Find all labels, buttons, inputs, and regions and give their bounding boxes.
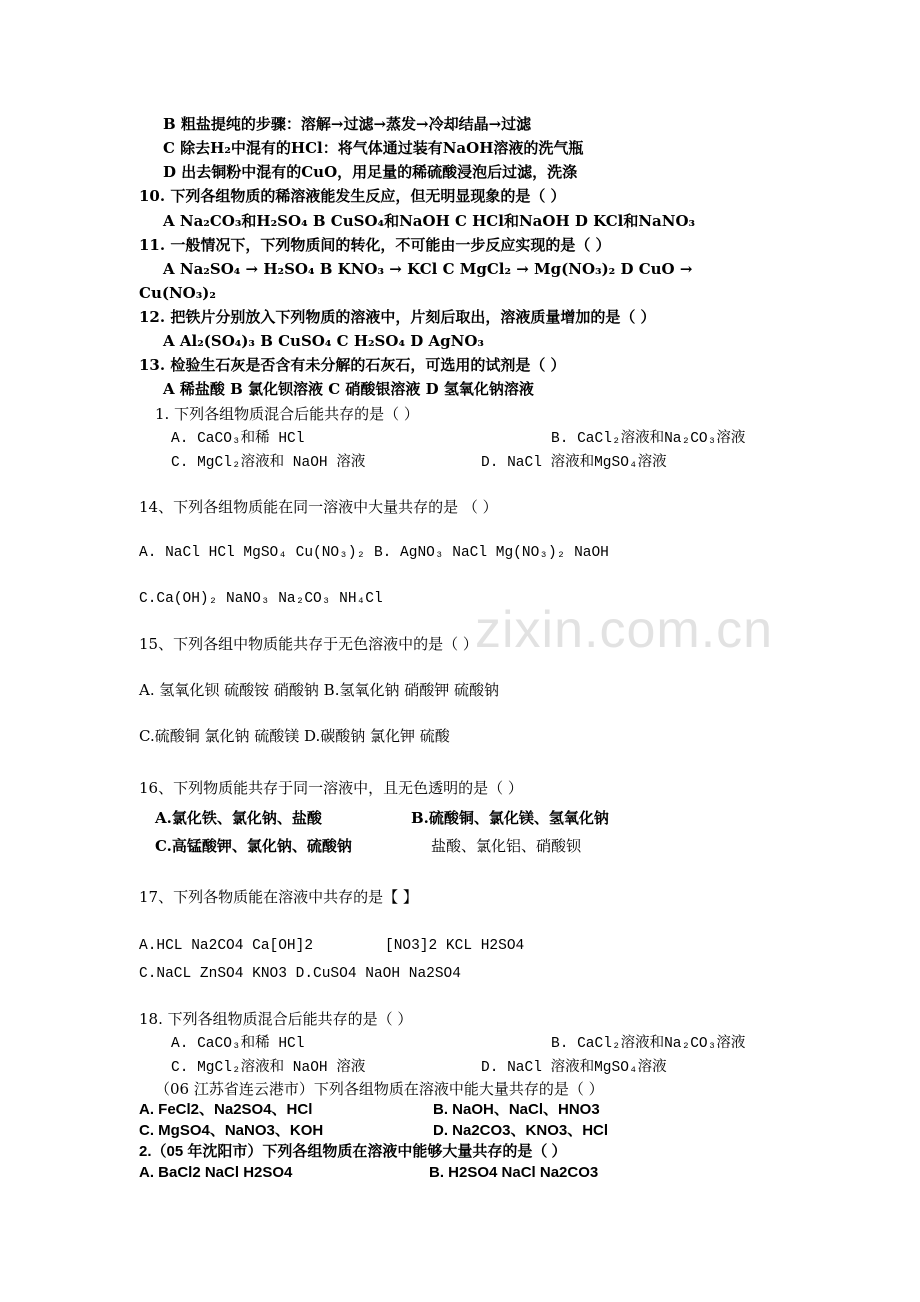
question-17: 17、下列各物质能在溶液中共存的是【 】 <box>139 888 418 906</box>
question-15-options-ab: A. 氢氧化钡 硫酸铵 硝酸钠 B.氢氧化钠 硝酸钾 硫酸钠 <box>139 681 500 699</box>
question-14-options-ab: A. NaCl HCl MgSO₄ Cu(NO₃)₂ B. AgNO₃ NaCl Mg(NO₃)₂ NaOH <box>139 545 609 561</box>
question-1: 1. 下列各组物质混合后能共存的是（ ） <box>155 405 419 423</box>
question-2-option-b: B. H2SO4 NaCl Na2CO3 <box>429 1164 599 1181</box>
question-15: 15、下列各组中物质能共存于无色溶液中的是（ ） <box>139 635 478 653</box>
question-18-option-c: C. MgCl₂溶液和 NaOH 溶液 <box>171 1060 366 1076</box>
question-16-option-b: B.硫酸铜、氯化镁、氢氧化钠 <box>411 809 609 827</box>
question-14: 14、下列各组物质能在同一溶液中大量共存的是 （ ） <box>139 498 498 516</box>
question-18: 18. 下列各组物质混合后能共存的是（ ） <box>139 1010 413 1028</box>
question-2-option-a: A. BaCl2 NaCl H2SO4 <box>139 1164 293 1181</box>
question-10: 10. 下列各组物质的稀溶液能发生反应，但无明显现象的是（ ） <box>139 187 566 205</box>
question-1-option-a: A. CaCO₃和稀 HCl <box>171 431 305 447</box>
question-18-option-d: D. NaCl 溶液和MgSO₄溶液 <box>481 1060 667 1076</box>
question-13: 13. 检验生石灰是否含有未分解的石灰石，可选用的试剂是（ ） <box>139 356 566 374</box>
question-lianyungang-option-c: C. MgSO4、NaNO3、KOH <box>139 1122 324 1139</box>
question-15-options-cd: C.硫酸铜 氯化钠 硫酸镁 D.碳酸钠 氯化钾 硫酸 <box>139 727 450 745</box>
question-17-options-cd: C.NaCL ZnSO4 KNO3 D.CuSO4 NaOH Na2SO4 <box>139 966 461 982</box>
question-1-option-d: D. NaCl 溶液和MgSO₄溶液 <box>481 455 667 471</box>
option-b-line: B 粗盐提纯的步骤：溶解→过滤→蒸发→冷却结晶→过滤 <box>163 115 532 133</box>
question-16-option-c: C.高锰酸钾、氯化钠、硫酸钠 <box>155 837 352 855</box>
question-1-option-b: B. CaCl₂溶液和Na₂CO₃溶液 <box>551 431 746 447</box>
question-16: 16、下列物质能共存于同一溶液中，且无色透明的是（ ） <box>139 779 523 797</box>
question-14-options-c: C.Ca(OH)₂ NaNO₃ Na₂CO₃ NH₄Cl <box>139 591 383 607</box>
option-d-line: D 出去铜粉中混有的CuO，用足量的稀硫酸浸泡后过滤，洗涤 <box>163 163 578 181</box>
question-18-option-b: B. CaCl₂溶液和Na₂CO₃溶液 <box>551 1036 746 1052</box>
question-12: 12. 把铁片分别放入下列物质的溶液中，片刻后取出，溶液质量增加的是（ ） <box>139 308 656 326</box>
question-18-option-a: A. CaCO₃和稀 HCl <box>171 1036 305 1052</box>
question-17-option-b: [NO3]2 KCL H2SO4 <box>385 938 525 954</box>
question-lianyungang-option-d: D. Na2CO3、KNO3、HCl <box>433 1122 609 1139</box>
question-16-option-a: A.氯化铁、氯化钠、盐酸 <box>155 809 322 827</box>
question-11-options: A Na₂SO₄ → H₂SO₄ B KNO₃ → KCl C MgCl₂ → Mg(NO₃)₂ D CuO → <box>163 260 693 278</box>
option-c-line: C 除去H₂中混有的HCl：将气体通过装有NaOH溶液的洗气瓶 <box>163 139 584 157</box>
question-1-option-c: C. MgCl₂溶液和 NaOH 溶液 <box>171 455 366 471</box>
question-11-options-cont: Cu(NO₃)₂ <box>139 284 216 302</box>
question-13-options: A 稀盐酸 B 氯化钡溶液 C 硝酸银溶液 D 氢氧化钠溶液 <box>163 380 534 398</box>
question-12-options: A Al₂(SO₄)₃ B CuSO₄ C H₂SO₄ D AgNO₃ <box>163 332 484 350</box>
question-11: 11. 一般情况下，下列物质间的转化，不可能由一步反应实现的是（ ） <box>139 236 611 254</box>
question-2-shenyang: 2.（05 年沈阳市）下列各组物质在溶液中能够大量共存的是（ ） <box>139 1143 567 1160</box>
question-10-options: A Na₂CO₃和H₂SO₄ B CuSO₄和NaOH C HCl和NaOH D KCl和NaNO₃ <box>163 212 696 230</box>
question-17-option-a: A.HCL Na2CO4 Ca[OH]2 <box>139 938 314 954</box>
question-lianyungang-option-b: B. NaOH、NaCl、HNO3 <box>433 1101 600 1118</box>
question-16-option-d: 盐酸、氯化铝、硝酸钡 <box>431 837 582 855</box>
watermark-text: zixin.com.cn <box>475 601 774 659</box>
question-lianyungang: （06 江苏省连云港市）下列各组物质在溶液中能大量共存的是（ ） <box>155 1080 604 1098</box>
question-lianyungang-option-a: A. FeCl2、Na2SO4、HCl <box>139 1101 313 1118</box>
